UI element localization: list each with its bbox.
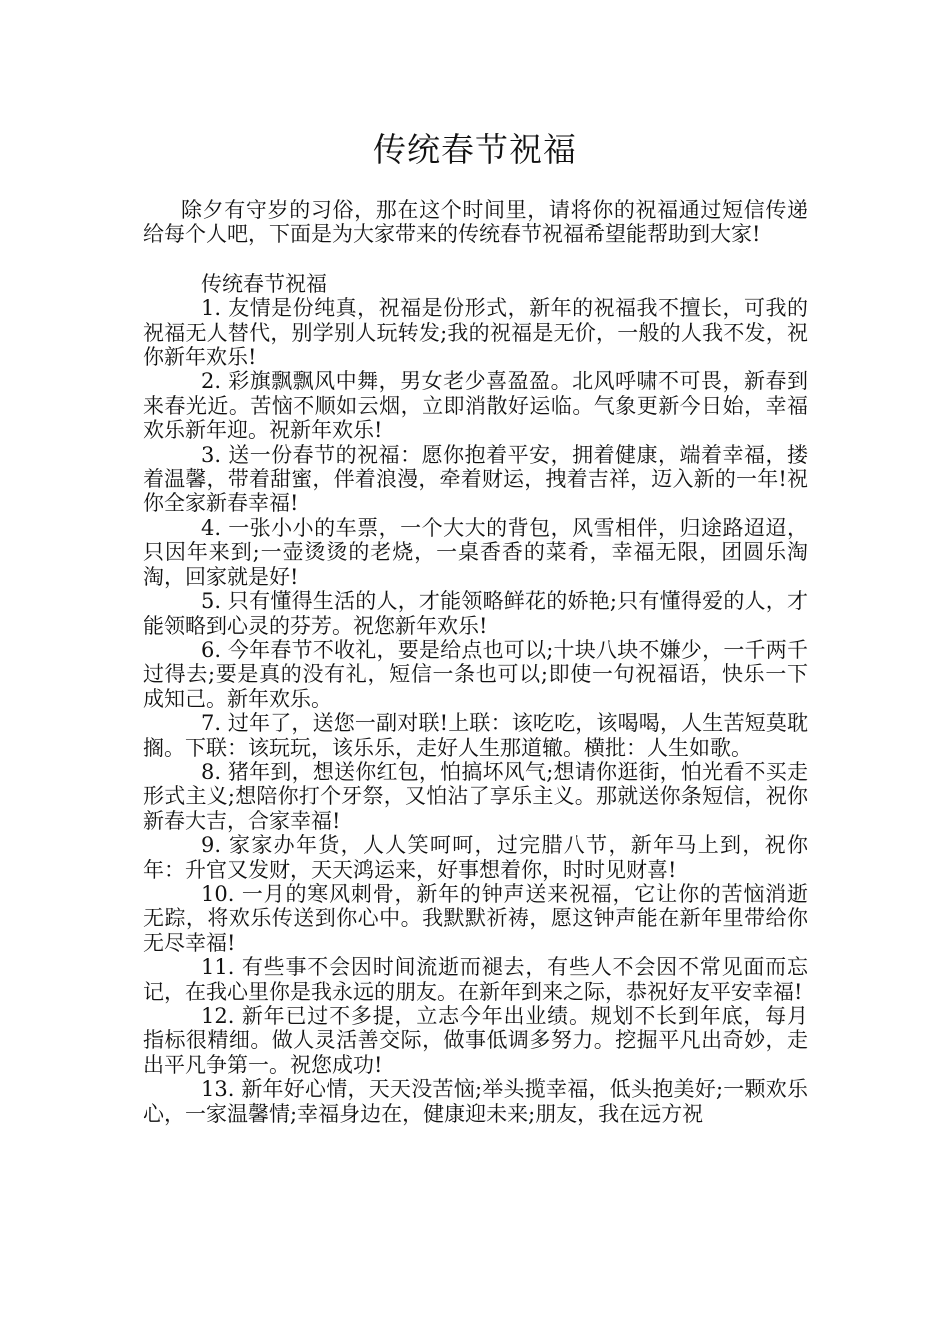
list-item: 13. 新年好心情，天天没苦恼;举头揽幸福，低头抱美好;一颗欢乐心，一家温馨情;幸福身边在，健康迎未来;朋友，我在远方祝 [143,1077,808,1126]
list-item: 1. 友情是份纯真，祝福是份形式，新年的祝福我不擅长，可我的祝福无人替代，别学别人玩转发;我的祝福是无价，一般的人我不发，祝你新年欢乐! [143,296,808,370]
section-heading: 传统春节祝福 [201,271,327,296]
list-item: 4. 一张小小的车票，一个大大的背包，风雪相伴，归途路迢迢，只因年来到;一壶烫烫的老烧，一桌香香的菜肴，幸福无限，团圆乐淘淘，回家就是好! [143,515,808,589]
document-title: 传统春节祝福 [373,130,577,169]
list-item: 9. 家家办年货，人人笑呵呵，过完腊八节，新年马上到，祝你年：升官又发财，天天鸿运来，好事想着你，时时见财喜! [143,833,808,882]
list-item: 5. 只有懂得生活的人，才能领略鲜花的娇艳;只有懂得爱的人，才能领略到心灵的芬芳。祝您新年欢乐! [143,589,808,638]
document-body [143,198,808,1126]
intro-paragraph: 除夕有守岁的习俗，那在这个时间里，请将你的祝福通过短信传递给每个人吧，下面是为大家带来的传统春节祝福希望能帮助到大家! [143,198,808,247]
list-item: 7. 过年了，送您一副对联!上联：该吃吃，该喝喝，人生苦短莫耽搁。下联：该玩玩，该乐乐，走好人生那道辙。横批：人生如歌。 [143,711,808,760]
list-item: 3. 送一份春节的祝福：愿你抱着平安，拥着健康，端着幸福，搂着温馨，带着甜蜜，伴着浪漫，牵着财运，拽着吉祥，迈入新的一年!祝你全家新春幸福! [143,442,808,516]
list-item: 2. 彩旗飘飘风中舞，男女老少喜盈盈。北风呼啸不可畏，新春到来春光近。苦恼不顺如云烟，立即消散好运临。气象更新今日始，幸福欢乐新年迎。祝新年欢乐! [143,369,808,443]
list-item: 12. 新年已过不多提，立志今年出业绩。规划不长到年底，每月指标很精细。做人灵活善交际，做事低调多努力。挖掘平凡出奇妙，走出平凡争第一。祝您成功! [143,1004,808,1077]
list-item: 11. 有些事不会因时间流逝而褪去，有些人不会因不常见面而忘记，在我心里你是我永远的朋友。在新年到来之际，恭祝好友平安幸福! [143,955,808,1004]
list-item: 6. 今年春节不收礼，要是给点也可以;十块八块不嫌少，一千两千过得去;要是真的没有礼，短信一条也可以;即使一句祝福语，快乐一下成知己。新年欢乐。 [143,637,808,711]
list-item: 10. 一月的寒风刺骨，新年的钟声送来祝福，它让你的苦恼消逝无踪，将欢乐传送到你心中。我默默祈祷，愿这钟声能在新年里带给你无尽幸福! [143,881,808,955]
list-item: 8. 猪年到，想送你红包，怕搞坏风气;想请你逛街，怕光看不买走形式主义;想陪你打个牙祭，又怕沾了享乐主义。那就送你条短信，祝你新春大吉，合家幸福! [143,759,808,833]
